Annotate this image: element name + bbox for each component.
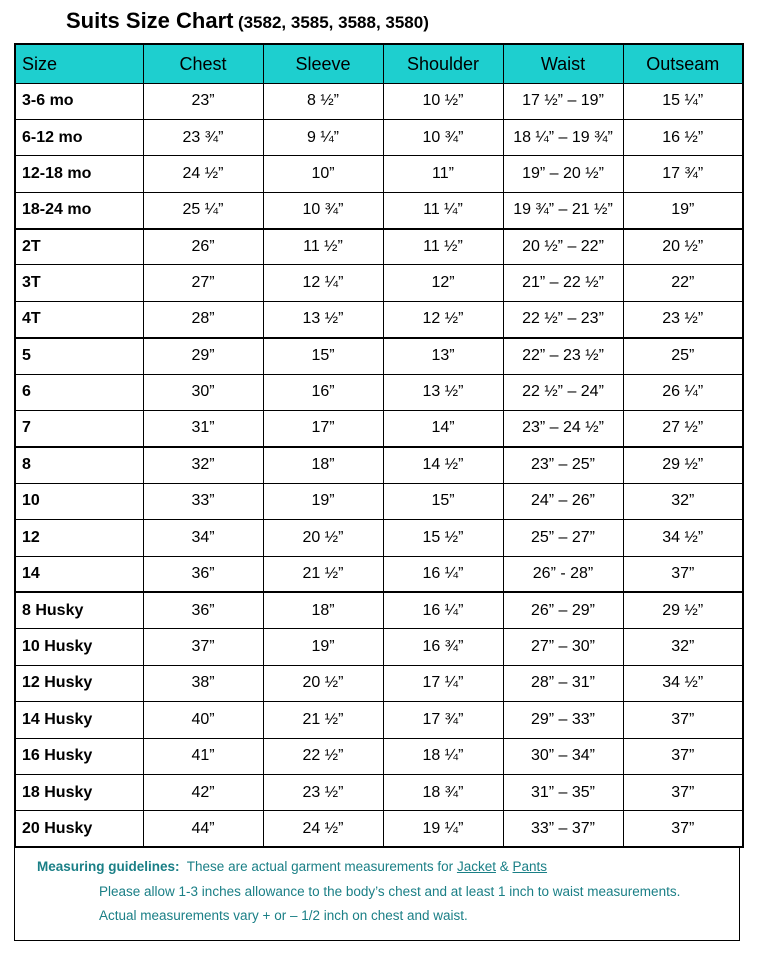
cell-sleeve: 20 ½” bbox=[263, 520, 383, 556]
cell-chest: 32” bbox=[143, 447, 263, 483]
guidelines-line-1 bbox=[37, 859, 547, 874]
cell-shoulder: 16 ¼” bbox=[383, 592, 503, 628]
size-chart-table bbox=[14, 43, 744, 848]
table-row bbox=[15, 338, 743, 374]
cell-chest: 40” bbox=[143, 702, 263, 738]
cell-chest: 28” bbox=[143, 301, 263, 337]
guidelines-text: These are actual garment measurements for bbox=[186, 859, 454, 874]
cell-size: 12 bbox=[15, 520, 143, 556]
cell-shoulder: 16 ¾” bbox=[383, 629, 503, 665]
cell-size: 7 bbox=[15, 411, 143, 447]
cell-outseam: 37” bbox=[623, 811, 743, 847]
cell-outseam: 23 ½” bbox=[623, 301, 743, 337]
cell-waist: 23” – 24 ½” bbox=[503, 411, 623, 447]
cell-shoulder: 15” bbox=[383, 483, 503, 519]
cell-shoulder: 11 ¼” bbox=[383, 192, 503, 228]
cell-outseam: 19” bbox=[623, 192, 743, 228]
cell-chest: 31” bbox=[143, 411, 263, 447]
cell-waist: 17 ½” – 19” bbox=[503, 83, 623, 119]
cell-size: 20 Husky bbox=[15, 811, 143, 847]
cell-shoulder: 14 ½” bbox=[383, 447, 503, 483]
cell-sleeve: 8 ½” bbox=[263, 83, 383, 119]
cell-size: 8 Husky bbox=[15, 592, 143, 628]
cell-waist: 31” – 35” bbox=[503, 774, 623, 810]
ampersand: & bbox=[499, 859, 509, 874]
cell-outseam: 32” bbox=[623, 483, 743, 519]
cell-waist: 19” – 20 ½” bbox=[503, 156, 623, 192]
cell-outseam: 29 ½” bbox=[623, 447, 743, 483]
cell-chest: 44” bbox=[143, 811, 263, 847]
cell-size: 8 bbox=[15, 447, 143, 483]
cell-sleeve: 24 ½” bbox=[263, 811, 383, 847]
cell-shoulder: 13” bbox=[383, 338, 503, 374]
cell-size: 3-6 mo bbox=[15, 83, 143, 119]
cell-shoulder: 10 ½” bbox=[383, 83, 503, 119]
cell-waist: 21” – 22 ½” bbox=[503, 265, 623, 301]
cell-size: 18-24 mo bbox=[15, 192, 143, 228]
cell-shoulder: 17 ¼” bbox=[383, 665, 503, 701]
page-title bbox=[66, 8, 429, 34]
cell-outseam: 22” bbox=[623, 265, 743, 301]
cell-shoulder: 16 ¼” bbox=[383, 556, 503, 592]
cell-sleeve: 15” bbox=[263, 338, 383, 374]
column-header-waist: Waist bbox=[503, 44, 623, 83]
table-row bbox=[15, 192, 743, 228]
cell-sleeve: 12 ¼” bbox=[263, 265, 383, 301]
cell-sleeve: 13 ½” bbox=[263, 301, 383, 337]
table-row bbox=[15, 411, 743, 447]
guidelines-line-3: Actual measurements vary + or – 1/2 inch on chest and waist. bbox=[99, 908, 468, 923]
cell-outseam: 26 ¼” bbox=[623, 374, 743, 410]
cell-sleeve: 16” bbox=[263, 374, 383, 410]
table-row bbox=[15, 665, 743, 701]
chart-title: Suits Size Chart bbox=[66, 8, 234, 33]
cell-sleeve: 18” bbox=[263, 592, 383, 628]
table-row bbox=[15, 483, 743, 519]
cell-chest: 23” bbox=[143, 83, 263, 119]
cell-size: 12 Husky bbox=[15, 665, 143, 701]
cell-waist: 25” – 27” bbox=[503, 520, 623, 556]
cell-outseam: 27 ½” bbox=[623, 411, 743, 447]
cell-shoulder: 11” bbox=[383, 156, 503, 192]
cell-outseam: 34 ½” bbox=[623, 665, 743, 701]
cell-chest: 37” bbox=[143, 629, 263, 665]
cell-chest: 30” bbox=[143, 374, 263, 410]
cell-shoulder: 15 ½” bbox=[383, 520, 503, 556]
table-header-row bbox=[15, 44, 743, 83]
cell-waist: 28” – 31” bbox=[503, 665, 623, 701]
cell-outseam: 16 ½” bbox=[623, 119, 743, 155]
jacket-link[interactable]: Jacket bbox=[456, 859, 496, 874]
cell-sleeve: 19” bbox=[263, 629, 383, 665]
cell-sleeve: 23 ½” bbox=[263, 774, 383, 810]
cell-size: 12-18 mo bbox=[15, 156, 143, 192]
cell-outseam: 34 ½” bbox=[623, 520, 743, 556]
measuring-guidelines bbox=[14, 848, 740, 941]
cell-sleeve: 10 ¾” bbox=[263, 192, 383, 228]
cell-chest: 26” bbox=[143, 229, 263, 265]
table-row bbox=[15, 83, 743, 119]
cell-sleeve: 22 ½” bbox=[263, 738, 383, 774]
table-row bbox=[15, 774, 743, 810]
cell-sleeve: 11 ½” bbox=[263, 229, 383, 265]
cell-outseam: 37” bbox=[623, 702, 743, 738]
cell-size: 10 Husky bbox=[15, 629, 143, 665]
cell-outseam: 37” bbox=[623, 556, 743, 592]
cell-chest: 29” bbox=[143, 338, 263, 374]
cell-waist: 19 ¾” – 21 ½” bbox=[503, 192, 623, 228]
cell-sleeve: 10” bbox=[263, 156, 383, 192]
cell-sleeve: 9 ¼” bbox=[263, 119, 383, 155]
guidelines-line-2: Please allow 1-3 inches allowance to the body’s chest and at least 1 inch to waist measurements. bbox=[99, 884, 681, 899]
cell-size: 4T bbox=[15, 301, 143, 337]
cell-waist: 20 ½” – 22” bbox=[503, 229, 623, 265]
cell-waist: 29” – 33” bbox=[503, 702, 623, 738]
column-header-chest: Chest bbox=[143, 44, 263, 83]
table-row bbox=[15, 556, 743, 592]
table-row bbox=[15, 520, 743, 556]
table-row bbox=[15, 811, 743, 847]
cell-shoulder: 14” bbox=[383, 411, 503, 447]
table-row bbox=[15, 592, 743, 628]
cell-size: 14 Husky bbox=[15, 702, 143, 738]
column-header-outseam: Outseam bbox=[623, 44, 743, 83]
table-row bbox=[15, 156, 743, 192]
cell-size: 2T bbox=[15, 229, 143, 265]
cell-sleeve: 18” bbox=[263, 447, 383, 483]
cell-waist: 27” – 30” bbox=[503, 629, 623, 665]
cell-chest: 24 ½” bbox=[143, 156, 263, 192]
cell-chest: 36” bbox=[143, 556, 263, 592]
cell-sleeve: 21 ½” bbox=[263, 702, 383, 738]
cell-chest: 36” bbox=[143, 592, 263, 628]
cell-chest: 27” bbox=[143, 265, 263, 301]
cell-outseam: 37” bbox=[623, 738, 743, 774]
table-row bbox=[15, 265, 743, 301]
column-header-sleeve: Sleeve bbox=[263, 44, 383, 83]
cell-chest: 38” bbox=[143, 665, 263, 701]
cell-shoulder: 17 ¾” bbox=[383, 702, 503, 738]
table-row bbox=[15, 229, 743, 265]
cell-chest: 34” bbox=[143, 520, 263, 556]
cell-chest: 33” bbox=[143, 483, 263, 519]
cell-size: 10 bbox=[15, 483, 143, 519]
cell-waist: 30” – 34” bbox=[503, 738, 623, 774]
cell-size: 3T bbox=[15, 265, 143, 301]
cell-size: 16 Husky bbox=[15, 738, 143, 774]
cell-outseam: 15 ¼” bbox=[623, 83, 743, 119]
table-row bbox=[15, 702, 743, 738]
cell-size: 18 Husky bbox=[15, 774, 143, 810]
column-header-shoulder: Shoulder bbox=[383, 44, 503, 83]
table-body bbox=[15, 83, 743, 847]
cell-waist: 24” – 26” bbox=[503, 483, 623, 519]
cell-waist: 23” – 25” bbox=[503, 447, 623, 483]
cell-waist: 22 ½” – 24” bbox=[503, 374, 623, 410]
table-row bbox=[15, 738, 743, 774]
table-row bbox=[15, 119, 743, 155]
cell-size: 6 bbox=[15, 374, 143, 410]
table-row bbox=[15, 629, 743, 665]
pants-link[interactable]: Pants bbox=[512, 859, 548, 874]
cell-waist: 26” - 28” bbox=[503, 556, 623, 592]
cell-waist: 22” – 23 ½” bbox=[503, 338, 623, 374]
column-header-size: Size bbox=[15, 44, 143, 83]
cell-shoulder: 13 ½” bbox=[383, 374, 503, 410]
cell-shoulder: 12” bbox=[383, 265, 503, 301]
cell-waist: 18 ¼” – 19 ¾” bbox=[503, 119, 623, 155]
cell-sleeve: 17” bbox=[263, 411, 383, 447]
cell-size: 14 bbox=[15, 556, 143, 592]
cell-shoulder: 18 ¼” bbox=[383, 738, 503, 774]
cell-shoulder: 12 ½” bbox=[383, 301, 503, 337]
cell-outseam: 25” bbox=[623, 338, 743, 374]
table-row bbox=[15, 374, 743, 410]
cell-sleeve: 21 ½” bbox=[263, 556, 383, 592]
table-row bbox=[15, 447, 743, 483]
cell-outseam: 37” bbox=[623, 774, 743, 810]
table-row bbox=[15, 301, 743, 337]
cell-chest: 25 ¼” bbox=[143, 192, 263, 228]
cell-size: 5 bbox=[15, 338, 143, 374]
cell-waist: 26” – 29” bbox=[503, 592, 623, 628]
cell-waist: 22 ½” – 23” bbox=[503, 301, 623, 337]
cell-sleeve: 20 ½” bbox=[263, 665, 383, 701]
cell-outseam: 32” bbox=[623, 629, 743, 665]
cell-sleeve: 19” bbox=[263, 483, 383, 519]
cell-shoulder: 10 ¾” bbox=[383, 119, 503, 155]
cell-chest: 41” bbox=[143, 738, 263, 774]
cell-outseam: 17 ¾” bbox=[623, 156, 743, 192]
cell-chest: 42” bbox=[143, 774, 263, 810]
cell-chest: 23 ¾” bbox=[143, 119, 263, 155]
cell-waist: 33” – 37” bbox=[503, 811, 623, 847]
cell-shoulder: 19 ¼” bbox=[383, 811, 503, 847]
cell-outseam: 29 ½” bbox=[623, 592, 743, 628]
cell-size: 6-12 mo bbox=[15, 119, 143, 155]
chart-style-numbers: (3582, 3585, 3588, 3580) bbox=[237, 13, 429, 32]
cell-shoulder: 18 ¾” bbox=[383, 774, 503, 810]
cell-outseam: 20 ½” bbox=[623, 229, 743, 265]
guidelines-label: Measuring guidelines: bbox=[37, 859, 180, 874]
cell-shoulder: 11 ½” bbox=[383, 229, 503, 265]
